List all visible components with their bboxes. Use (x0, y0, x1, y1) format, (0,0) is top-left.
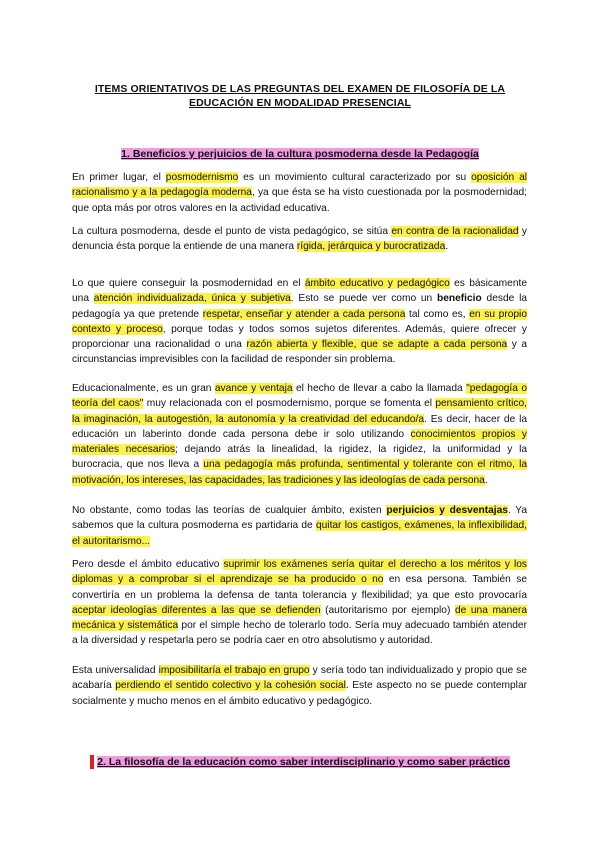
text: Educacionalmente, es un gran (72, 383, 215, 394)
document-title (70, 82, 530, 110)
text: . Ya sabemos que la cultura posmoderna es partidaria de (72, 505, 527, 532)
text: es básicamente una (72, 278, 527, 305)
text: por el simple hecho de tolerarlo todo. Sería muy adecuado también atender a la diversidad y respetarla pero se podría caer en otro absolutismo y autoridad. (72, 620, 527, 647)
text: desde la pedagogía ya que pretende (72, 293, 528, 320)
highlight: suprimir los exámenes sería quitar el derecho a los méritos y los diplomas y a comprobar si el aprendizaje se ha producido o no (72, 559, 527, 586)
text: ; dejando atrás la linealidad, la rigidez, la rigidez, la uniformidad y la burocracia, que nos lleva a (72, 444, 528, 471)
text: . Este aspecto no se puede contemplar socialmente y mucho menos en el ámbito educativo y pedagógico. (72, 680, 527, 707)
paragraph-5 (72, 503, 527, 549)
text: . (484, 474, 488, 486)
highlight: pensamiento crítico, la imaginación, la autogestión, la autonomía y la creatividad del educando/a (72, 398, 527, 425)
highlight: conocimientos propios y materiales necesarios (72, 428, 527, 456)
highlight: imposibilitaría el trabajo en grupo (158, 665, 310, 676)
highlight: quitar los castigos, exámenes, la inflexibilidad, el autoritarismo... (72, 520, 527, 547)
section-2-heading (70, 755, 530, 769)
text: en esa persona. También se convertiría en un problema la defensa de tanta tolerancia y flexibilidad; ya que esto provocaría (72, 574, 527, 601)
title-line-2: EDUCACIÓN EN MODALIDAD PRESENCIAL (188, 97, 412, 109)
text: y sería todo tan individualizado y propio que se acabaría (72, 665, 527, 692)
text: el hecho de llevar a cabo la llamada (292, 383, 467, 394)
text: La cultura posmoderna, desde el punto de vista pedagógico, se sitúa (72, 226, 392, 237)
highlight-bold: perjuicios y desventajas (386, 505, 508, 516)
text: y denuncia ésta porque la entiende de una manera (72, 226, 527, 253)
text: muy relacionada con el posmodernismo, porque se fomenta el (143, 398, 436, 410)
paragraph-7 (72, 663, 527, 709)
highlight: en contra de la racionalidad (391, 226, 519, 237)
title-line-1: ITEMS ORIENTATIVOS DE LAS PREGUNTAS DEL EXAMEN DE FILOSOFÍA DE LA (94, 83, 506, 95)
paragraph-1 (72, 170, 527, 216)
highlight: oposición al racionalismo y a la pedagogía moderna (72, 172, 527, 199)
highlight: posmodernismo (165, 172, 239, 183)
highlight: una pedagogía más profunda, sentimental y tolerante con el ritmo, la motivación, los intereses, las capacidades, las tradiciones y las ideologías de cada persona (72, 459, 527, 486)
text: tal como es, (405, 308, 470, 320)
text: . (445, 241, 449, 253)
highlight: ámbito educativo y pedagógico (304, 278, 450, 289)
text: , porque todas y todos somos sujetos diferentes. Además, quiere ofrecer y proporcionar una racionalidad o una (72, 323, 527, 351)
bold-text: beneficio (437, 293, 482, 305)
text: No obstante, como todas las teorías de cualquier ámbito, existen (72, 505, 387, 516)
text: (autoritarismo por ejemplo) (320, 604, 455, 616)
text: y a circunstancias imprevisibles con la facilidad de responder sin problema. (72, 339, 528, 366)
paragraph-4 (72, 381, 527, 488)
highlight: razón abierta y flexible, que se adapte a cada persona (246, 339, 508, 351)
highlight: avance y ventaja (214, 383, 293, 394)
text: En primer lugar, el (72, 172, 166, 183)
highlight: rígida, jerárquica y burocratizada (296, 241, 446, 253)
section-2-heading-text: 2. La filosofía de la educación como saber interdisciplinario y como saber práctico (97, 756, 510, 768)
section-marker-icon (90, 755, 94, 769)
text: . Es decir, hacer de la educación un laberinto donde cada persona debe ir solo utilizando (72, 413, 527, 440)
text: Esta universalidad (72, 665, 159, 676)
text: Lo que quiere conseguir la posmodernidad en el (72, 278, 305, 289)
text: Pero desde el ámbito educativo (72, 559, 224, 570)
text: , ya que ésta se ha visto cuestionada por la posmodernidad; que opta más por otros valores en la actividad educativa. (72, 187, 527, 214)
paragraph-3 (72, 276, 527, 368)
section-1-heading-text: 1. Beneficios y perjuicios de la cultura posmoderna desde la Pedagogía (121, 148, 479, 160)
text: . Esto se puede ver como un (290, 293, 438, 305)
section-1-heading (70, 147, 530, 161)
highlight: en su propio contexto y proceso (72, 308, 527, 335)
paragraph-2 (72, 224, 527, 255)
highlight: "pedagogía o teoría del caos" (72, 383, 527, 410)
paragraph-6 (72, 557, 527, 649)
text: es un movimiento cultural caracterizado por su (238, 172, 472, 183)
highlight: de una manera mecánica y sistemática (72, 604, 527, 632)
highlight: perdiendo el sentido colectivo y la cohesión social (115, 680, 346, 692)
highlight: atención individualizada, única y subjetiva (93, 293, 291, 305)
highlight: respetar, enseñar y atender a cada persona (202, 308, 406, 320)
highlight: aceptar ideologías diferentes a las que se defienden (72, 604, 321, 616)
